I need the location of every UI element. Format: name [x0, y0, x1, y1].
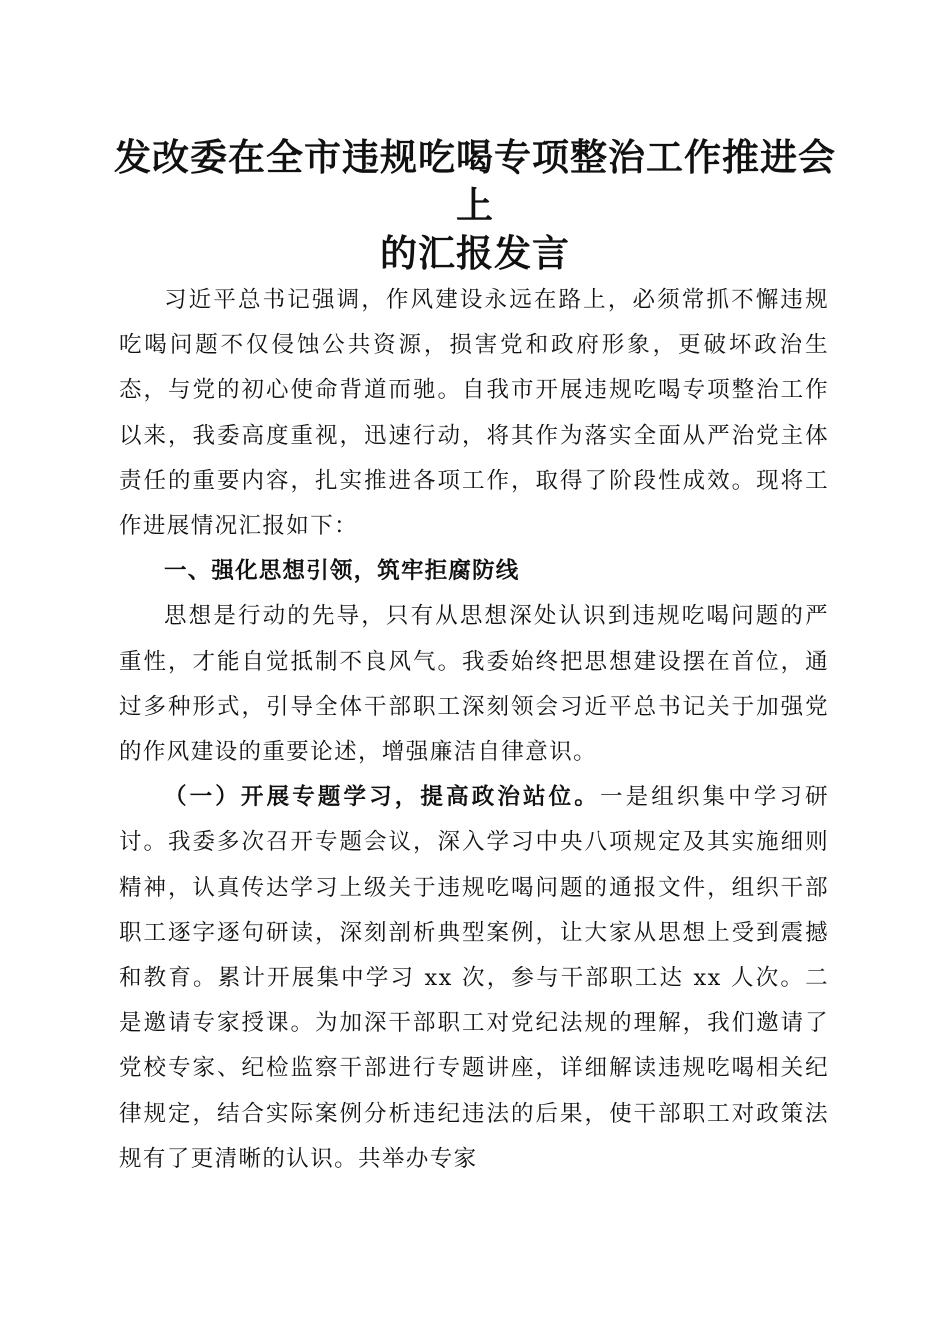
subsection-1-body: 一是组织集中学习研讨。我委多次召开专题会议，深入学习中央八项规定及其实施细则精神，认真传达学习上级关于违规吃喝问题的通报文件，组织干部职工逐字逐句研读，深刻剖析典型案例，让大家从思想上受到震撼和教育。累计开展集中学习 xx 次，参与干部职工达 xx 人次。二是邀请专家授课。为加深干部职工对党纪法规的理解，我们邀请了党校专家、纪检监察干部进行专题讲座，详细解读违规吃喝相关纪律规定，结合实际案例分析违纪违法的后果，使干部职工对政策法规有了更清晰的认识。共举办专家	[119, 784, 829, 1172]
title-line-1: 发改委在全市违规吃喝专项整治工作推进会上	[114, 135, 836, 227]
subsection-1-heading: （一）开展专题学习，提高政治站位。	[164, 784, 600, 811]
document-title	[100, 133, 850, 277]
title-line-2: 的汇报发言	[380, 231, 570, 275]
section-1-heading: 一、强化思想引领，筑牢拒腐防线	[164, 558, 520, 585]
document-body	[119, 278, 829, 1182]
section-1-paragraph: 思想是行动的先导，只有从思想深处认识到违规吃喝问题的严重性，才能自觉抵制不良风气。我委始终把思想建设摆在首位，通过多种形式，引导全体干部职工深刻领会习近平总书记关于加强党的作风建设的重要论述，增强廉洁自律意识。	[119, 603, 829, 766]
intro-paragraph: 习近平总书记强调，作风建设永远在路上，必须常抓不懈违规吃喝问题不仅侵蚀公共资源，损害党和政府形象，更破坏政治生态，与党的初心使命背道而驰。自我市开展违规吃喝专项整治工作以来，我委高度重视，迅速行动，将其作为落实全面从严治党主体责任的重要内容，扎实推进各项工作，取得了阶段性成效。现将工作进展情况汇报如下：	[119, 287, 829, 540]
subsection-1-paragraph	[119, 775, 829, 1182]
